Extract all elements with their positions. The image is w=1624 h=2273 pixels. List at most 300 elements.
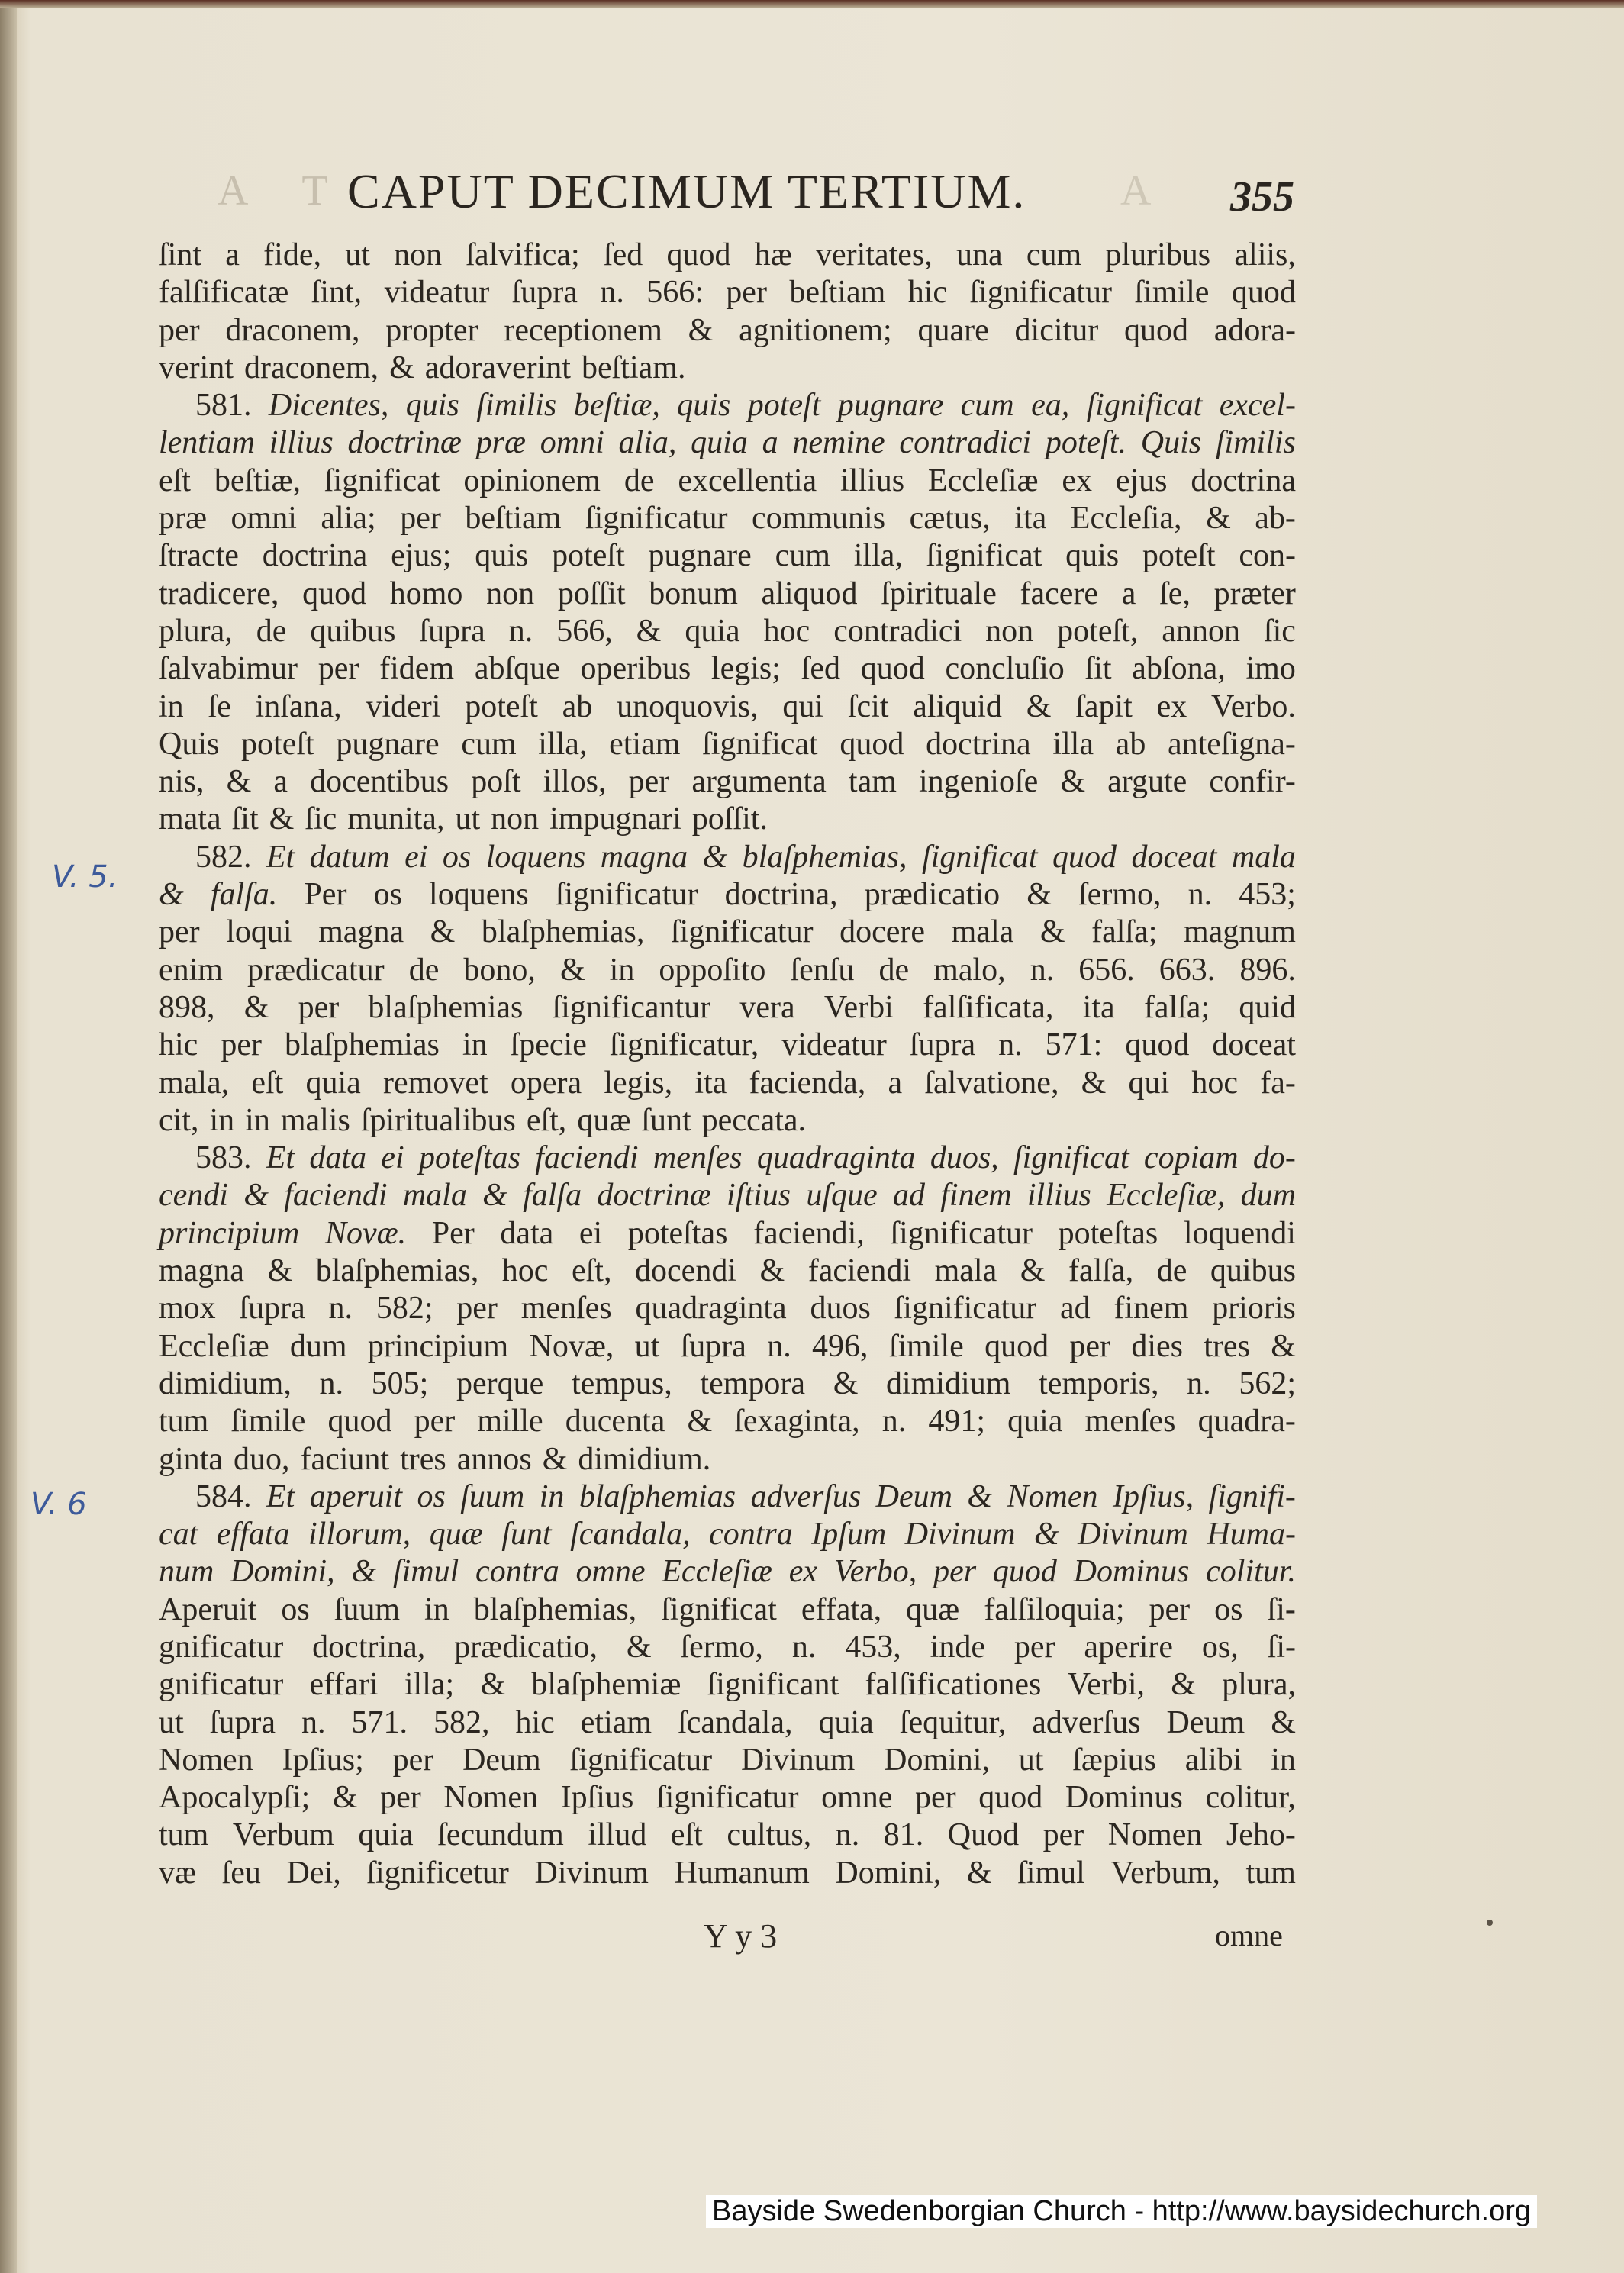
word: per bbox=[400, 501, 441, 537]
word: contra bbox=[709, 1517, 793, 1552]
word: mala bbox=[951, 914, 1014, 950]
word: Eccleſiæ bbox=[662, 1554, 772, 1590]
text-line bbox=[159, 726, 1296, 763]
word: legis; bbox=[710, 651, 781, 687]
word: doctrina, bbox=[312, 1629, 426, 1665]
word: eſt, bbox=[571, 1253, 612, 1289]
word: poteſt, bbox=[1057, 613, 1139, 649]
word: & bbox=[542, 1441, 568, 1477]
word: ſecundum bbox=[437, 1817, 564, 1853]
word: pluribus bbox=[1105, 237, 1211, 272]
word: Apocalypſi; bbox=[159, 1780, 311, 1816]
word: ab- bbox=[1255, 501, 1296, 537]
word: poteſt bbox=[747, 388, 821, 424]
word: n. bbox=[1030, 952, 1055, 988]
word: Dicentes, bbox=[268, 388, 389, 424]
word: prioris bbox=[1212, 1291, 1296, 1327]
word: prædicatur bbox=[247, 952, 385, 988]
word: 898, bbox=[159, 989, 215, 1025]
text-line bbox=[159, 1629, 1296, 1666]
word: poteſt bbox=[465, 688, 538, 724]
text-line bbox=[159, 576, 1296, 613]
word: ſcandala, bbox=[570, 1517, 691, 1552]
word: num bbox=[159, 1554, 214, 1590]
word: ea, bbox=[1031, 388, 1070, 424]
word: ad bbox=[892, 1178, 925, 1214]
word: n. bbox=[600, 275, 624, 311]
word: n. bbox=[835, 1817, 860, 1853]
word: & bbox=[430, 914, 456, 950]
word: poteſtas bbox=[627, 1215, 728, 1251]
word: fa- bbox=[1260, 1065, 1296, 1101]
word: poteſtas bbox=[419, 1140, 520, 1176]
word: & bbox=[269, 801, 295, 837]
word: quibus bbox=[310, 613, 396, 649]
text-line bbox=[159, 1855, 1296, 1892]
word: adverſus bbox=[1032, 1704, 1141, 1740]
running-head: CAPUT DECIMUM TERTIUM. bbox=[347, 164, 1026, 218]
word: contradici bbox=[899, 425, 1032, 461]
word: 582; bbox=[375, 1291, 433, 1327]
word: ſcit bbox=[847, 688, 889, 724]
word: argumenta bbox=[691, 764, 826, 800]
word: ſpecie bbox=[510, 1027, 587, 1063]
page-top-edge bbox=[0, 0, 1624, 8]
word: ſignifi- bbox=[1208, 1478, 1296, 1514]
word: excel- bbox=[1219, 388, 1296, 424]
text-line bbox=[159, 1666, 1296, 1704]
word: quod bbox=[992, 1554, 1057, 1590]
word: cat bbox=[159, 1517, 198, 1552]
word: alia; bbox=[321, 501, 376, 537]
word: ſint bbox=[159, 237, 202, 272]
word: beſtiæ, bbox=[214, 463, 301, 498]
word: cit, bbox=[159, 1102, 199, 1138]
word: removet bbox=[383, 1065, 488, 1101]
word: ſupra bbox=[680, 1328, 746, 1364]
word: n. bbox=[767, 1328, 791, 1364]
word: duos bbox=[810, 1291, 871, 1327]
signature-mark: Y y 3 bbox=[704, 1917, 778, 1955]
word: qui bbox=[1128, 1065, 1170, 1101]
text-line bbox=[159, 1779, 1296, 1817]
word: eſt bbox=[251, 1065, 284, 1101]
word: data bbox=[309, 1140, 367, 1176]
word: opera bbox=[510, 1065, 582, 1101]
word: Divinum bbox=[740, 1742, 856, 1778]
word: ut bbox=[1018, 1742, 1044, 1778]
word: quod bbox=[1052, 839, 1117, 875]
word: quid bbox=[1239, 989, 1296, 1025]
word: pugnare bbox=[336, 726, 440, 762]
word: ejus; bbox=[391, 538, 452, 574]
word: illa; bbox=[404, 1667, 455, 1703]
word: docere bbox=[839, 914, 926, 950]
word: mala bbox=[1231, 839, 1296, 875]
word: principium bbox=[159, 1215, 300, 1251]
word: lentiam bbox=[159, 425, 255, 461]
word: dum bbox=[289, 1328, 347, 1364]
word: ſequitur, bbox=[899, 1704, 1007, 1740]
word: doctrina bbox=[926, 726, 1031, 762]
word: omni bbox=[230, 501, 297, 537]
word: tres bbox=[1204, 1328, 1250, 1364]
word: adora- bbox=[1213, 312, 1296, 348]
word: blaſphemiæ bbox=[531, 1667, 682, 1703]
word: ſunt bbox=[641, 1102, 691, 1138]
word: quæ bbox=[577, 1102, 631, 1138]
word: doctrina bbox=[1191, 463, 1296, 498]
text-line bbox=[159, 387, 1296, 424]
word: & bbox=[159, 877, 184, 913]
word: ſunt bbox=[501, 1517, 552, 1552]
word: aliquod bbox=[761, 576, 858, 611]
word: n. bbox=[791, 1629, 817, 1665]
word: n. bbox=[301, 1704, 326, 1740]
word: ſeu bbox=[221, 1855, 261, 1891]
word: Novæ, bbox=[529, 1328, 614, 1364]
bleed-through-text-right: A bbox=[1120, 167, 1170, 214]
word: 571. bbox=[351, 1704, 408, 1740]
word: & bbox=[332, 1780, 358, 1816]
word: omne bbox=[821, 1780, 893, 1816]
word: doctrina bbox=[262, 538, 368, 574]
word: Domini, bbox=[230, 1554, 335, 1590]
word: 81. bbox=[883, 1817, 924, 1853]
word: imo bbox=[1245, 651, 1296, 687]
word: Humanum bbox=[674, 1855, 810, 1891]
word: mox bbox=[159, 1291, 216, 1327]
word: falſa. bbox=[210, 877, 278, 913]
word: quadraginta bbox=[635, 1291, 787, 1327]
word: ducenta bbox=[565, 1404, 665, 1440]
word: quia bbox=[691, 425, 748, 461]
word: ſimile bbox=[1134, 275, 1210, 311]
word: cum bbox=[1026, 237, 1082, 272]
word: ab bbox=[1115, 726, 1146, 762]
word: ſic bbox=[304, 801, 337, 837]
word: & bbox=[1026, 688, 1052, 724]
word: ſermo, bbox=[680, 1629, 763, 1665]
word: faciendi bbox=[284, 1178, 388, 1214]
word: ſapit bbox=[1075, 688, 1133, 724]
word: copiam bbox=[1143, 1140, 1239, 1176]
word: ſcandala, bbox=[678, 1704, 793, 1740]
word: doctrinæ bbox=[597, 1178, 711, 1214]
word: finem bbox=[1113, 1291, 1189, 1327]
word: tempora bbox=[700, 1365, 806, 1401]
word: mala bbox=[934, 1253, 997, 1289]
text-line bbox=[159, 1215, 1296, 1253]
word: malo, bbox=[933, 952, 1006, 988]
word: ei bbox=[404, 839, 428, 875]
word: ut bbox=[159, 1704, 184, 1740]
word: quod bbox=[1123, 312, 1188, 348]
word: Deum bbox=[1166, 1704, 1245, 1740]
word: per bbox=[628, 764, 670, 800]
word: hæ bbox=[754, 237, 792, 272]
word: ginta bbox=[159, 1441, 223, 1477]
word: 663. bbox=[1158, 952, 1216, 988]
word: nemine bbox=[792, 425, 885, 461]
word: contradici bbox=[833, 613, 962, 649]
word: & bbox=[1081, 1065, 1107, 1101]
word: ſalvatione, bbox=[924, 1065, 1059, 1101]
word: duo, bbox=[233, 1441, 290, 1477]
word: præ bbox=[475, 425, 527, 461]
word: & bbox=[626, 1629, 652, 1665]
word: Aperuit bbox=[159, 1591, 257, 1627]
text-line bbox=[159, 1441, 1296, 1478]
word: blaſphemias bbox=[368, 989, 524, 1025]
word: faciendi, bbox=[753, 1215, 865, 1251]
word: ſupra bbox=[511, 275, 578, 311]
word: Quis bbox=[1140, 425, 1202, 461]
word: annos bbox=[456, 1441, 532, 1477]
word: faciendi bbox=[807, 1253, 912, 1289]
word: a bbox=[225, 237, 240, 272]
word: blaſphemias, bbox=[481, 914, 645, 950]
word: anteſigna- bbox=[1168, 726, 1296, 762]
word: Verbum bbox=[232, 1817, 334, 1853]
word: ſignificatur bbox=[969, 275, 1113, 311]
word: ſe bbox=[208, 688, 231, 724]
word: menſes bbox=[520, 1291, 612, 1327]
word: duos, bbox=[930, 1140, 999, 1176]
word: do- bbox=[1252, 1140, 1296, 1176]
text-line bbox=[159, 914, 1296, 951]
word: cum bbox=[775, 538, 830, 574]
word: ſexaginta, bbox=[734, 1404, 860, 1440]
word: quod bbox=[978, 1780, 1043, 1816]
word: quadraginta bbox=[756, 1140, 916, 1176]
word: tempus, bbox=[571, 1365, 672, 1401]
word: ut bbox=[455, 801, 481, 837]
word: falſificatæ bbox=[159, 275, 289, 311]
word: n. bbox=[881, 1404, 907, 1440]
word: in bbox=[209, 1102, 235, 1138]
word: 491; bbox=[928, 1404, 986, 1440]
word: prædicatio, bbox=[454, 1629, 598, 1665]
word: de bbox=[256, 613, 287, 649]
word: illius bbox=[1026, 1178, 1091, 1214]
text-line bbox=[159, 952, 1296, 989]
word: Divinum bbox=[1078, 1517, 1188, 1552]
word: dicitur bbox=[1014, 312, 1099, 348]
text-line bbox=[159, 237, 1296, 274]
word: Quis bbox=[159, 726, 220, 762]
word: loquens bbox=[429, 877, 529, 913]
word: poteſtas bbox=[1058, 1215, 1158, 1251]
word: beſtiam. bbox=[581, 350, 686, 385]
word: illius bbox=[269, 425, 334, 461]
text-line bbox=[159, 1253, 1296, 1290]
word: poteſt bbox=[241, 726, 314, 762]
word: faciendi bbox=[535, 1140, 639, 1176]
word: ſignificant bbox=[707, 1667, 839, 1703]
word: os bbox=[442, 839, 472, 875]
word: per bbox=[414, 1404, 456, 1440]
word: 896. bbox=[1239, 952, 1296, 988]
text-line bbox=[159, 650, 1296, 688]
word: ſit bbox=[231, 801, 259, 837]
word: datum bbox=[309, 839, 390, 875]
word: finem bbox=[940, 1178, 1012, 1214]
word: & bbox=[267, 1253, 293, 1289]
word: os bbox=[373, 877, 402, 913]
word: in bbox=[424, 1591, 450, 1627]
word: & bbox=[1271, 1328, 1296, 1364]
word: quod bbox=[1125, 1027, 1190, 1063]
word: ſimile bbox=[888, 1328, 964, 1364]
word: os, bbox=[1201, 1629, 1239, 1665]
word: nis, bbox=[159, 764, 205, 800]
word: & bbox=[482, 1178, 508, 1214]
word: ſignificat bbox=[921, 839, 1038, 875]
word: Verbo, bbox=[833, 1554, 917, 1590]
word: Et bbox=[266, 1140, 295, 1176]
text-line bbox=[159, 1102, 1296, 1140]
text-line bbox=[159, 1817, 1296, 1854]
word: 566: bbox=[646, 275, 704, 311]
word: non bbox=[985, 613, 1034, 649]
word: propter bbox=[385, 312, 478, 348]
word: illa bbox=[1052, 726, 1094, 762]
text-line bbox=[159, 613, 1296, 650]
word: 453, bbox=[845, 1629, 901, 1665]
text-line bbox=[159, 688, 1296, 726]
word: aperuit bbox=[309, 1478, 403, 1514]
word: 562; bbox=[1239, 1365, 1296, 1401]
word: n. bbox=[1187, 1365, 1211, 1401]
word: cultus, bbox=[727, 1817, 812, 1853]
word: blaſphemias bbox=[284, 1027, 440, 1063]
word: videatur bbox=[781, 1027, 887, 1063]
word: draconem, bbox=[225, 312, 360, 348]
word: tum bbox=[159, 1404, 209, 1440]
word: ſupra bbox=[419, 613, 485, 649]
word: effari bbox=[309, 1667, 379, 1703]
word: colitur. bbox=[1206, 1554, 1296, 1590]
word: n. bbox=[319, 1365, 344, 1401]
catchword: omne bbox=[1215, 1918, 1283, 1952]
word: ſenſu bbox=[790, 952, 855, 988]
word: cendi bbox=[159, 1178, 228, 1214]
word: unoquovis, bbox=[617, 688, 759, 724]
word: gnificatur bbox=[159, 1629, 284, 1665]
word: Eccleſiæ bbox=[159, 1328, 269, 1364]
body-text bbox=[159, 237, 1296, 1892]
word: loquendi bbox=[1183, 1215, 1296, 1251]
word: ſignificatur bbox=[894, 1291, 1037, 1327]
text-line bbox=[159, 1177, 1296, 1214]
word: & bbox=[243, 1178, 269, 1214]
word: magna bbox=[318, 914, 404, 950]
word: & bbox=[833, 1365, 859, 1401]
word: poteſt bbox=[1142, 538, 1216, 574]
word: facere bbox=[1020, 576, 1099, 611]
word: & bbox=[243, 989, 269, 1025]
word: Nomen bbox=[443, 1780, 539, 1816]
word: facienda, bbox=[749, 1065, 866, 1101]
word: Huma- bbox=[1207, 1517, 1296, 1552]
word: faciunt bbox=[300, 1441, 390, 1477]
word: & bbox=[389, 350, 414, 385]
word: communis bbox=[752, 501, 886, 537]
word: poſſit. bbox=[691, 801, 768, 837]
bleed-through-text-left: A T bbox=[218, 167, 351, 214]
word: hic bbox=[159, 1027, 198, 1063]
word: n. bbox=[1187, 877, 1213, 913]
word: illos, bbox=[543, 764, 607, 800]
word: falſificationes bbox=[865, 1667, 1042, 1703]
word: poſt bbox=[471, 764, 521, 800]
word: ſalvabimur bbox=[159, 651, 298, 687]
word: mala, bbox=[159, 1065, 230, 1101]
margin-note-v6: V. 6 bbox=[31, 1487, 87, 1522]
word: ſignificat bbox=[324, 463, 440, 498]
word: alibi bbox=[1184, 1742, 1242, 1778]
word: ſimul bbox=[392, 1554, 459, 1590]
word: pugnare bbox=[837, 388, 944, 424]
word: beſtiam bbox=[465, 501, 562, 537]
word: Per bbox=[431, 1215, 475, 1251]
word: una bbox=[956, 237, 1003, 272]
word: abſona, bbox=[1132, 651, 1226, 687]
word: doceat bbox=[1131, 839, 1217, 875]
word: tam bbox=[848, 764, 897, 800]
word: pugnare bbox=[648, 538, 752, 574]
word: videatur bbox=[384, 275, 490, 311]
word: quis bbox=[677, 388, 731, 424]
word: tres bbox=[400, 1441, 446, 1477]
text-line bbox=[159, 1365, 1296, 1403]
word: videri bbox=[366, 688, 441, 724]
word: ei bbox=[578, 1215, 603, 1251]
word: per bbox=[159, 312, 200, 348]
word: præter bbox=[1213, 576, 1296, 611]
word: & bbox=[1026, 877, 1052, 913]
word: fide, bbox=[263, 237, 321, 272]
word: Et bbox=[266, 1478, 295, 1514]
word: per bbox=[456, 1291, 498, 1327]
word: Domini, bbox=[884, 1742, 990, 1778]
text-line bbox=[159, 1591, 1296, 1629]
word: cætus, bbox=[909, 501, 991, 537]
word: ſimilis bbox=[1215, 425, 1296, 461]
word: ſignificatur bbox=[890, 1215, 1033, 1251]
word: verint bbox=[159, 350, 234, 385]
word: con- bbox=[1239, 538, 1296, 574]
text-line bbox=[159, 989, 1296, 1027]
word: per bbox=[298, 989, 340, 1025]
word: & bbox=[226, 764, 252, 800]
word: ſignificatur bbox=[555, 877, 698, 913]
word: Dominus bbox=[1065, 1780, 1183, 1816]
word: quis bbox=[1065, 538, 1120, 574]
text-line bbox=[159, 1403, 1296, 1440]
word: ut bbox=[345, 237, 370, 272]
word: homo bbox=[389, 576, 463, 611]
word: 571: bbox=[1045, 1027, 1103, 1063]
word: peccata. bbox=[701, 1102, 807, 1138]
word: 582, bbox=[433, 1704, 490, 1740]
word: ſed bbox=[603, 237, 643, 272]
word: a bbox=[888, 1065, 903, 1101]
word: receptionem bbox=[504, 312, 662, 348]
word: per bbox=[221, 1027, 262, 1063]
word: quia bbox=[358, 1817, 414, 1853]
